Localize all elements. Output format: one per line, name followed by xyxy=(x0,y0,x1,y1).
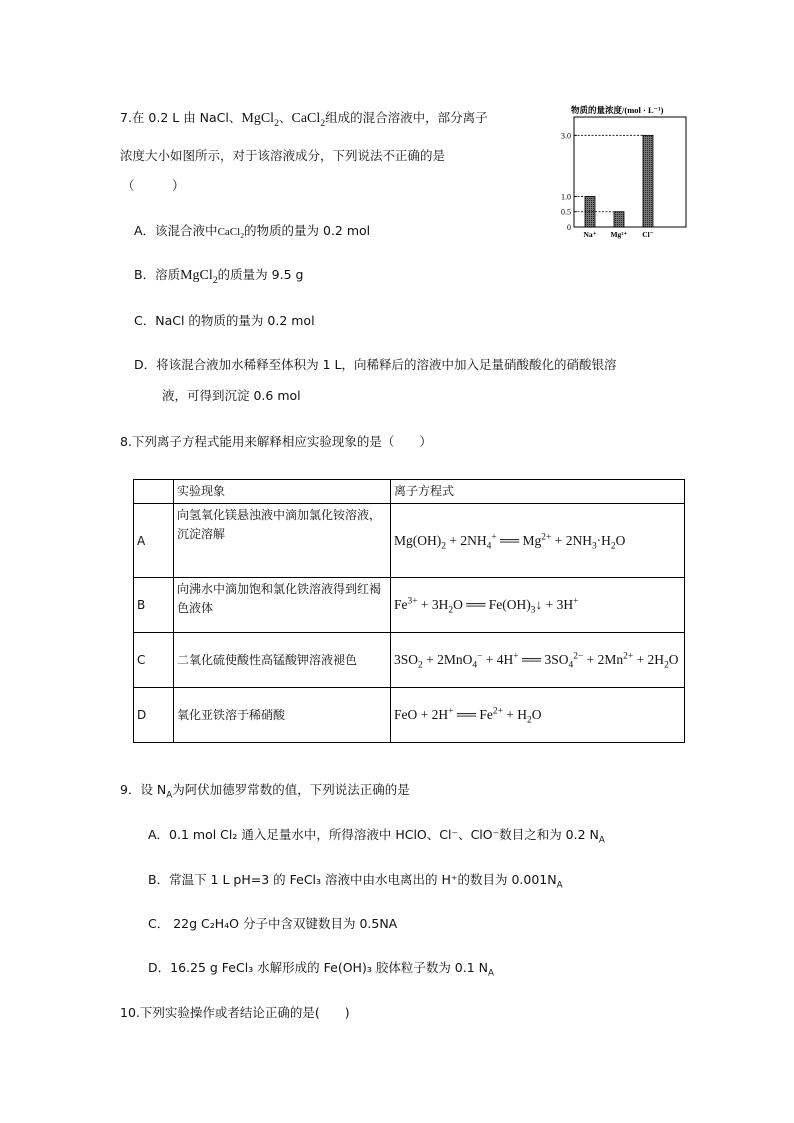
q7-stem-line2: 浓度大小如图所示，对于该溶液成分，下列说法不正确的是 xyxy=(120,148,446,163)
table-row xyxy=(134,633,685,688)
q9-option-a: A．0.1 mol Cl₂ 通入足量水中，所得溶液中 HClO、Cl⁻、ClO⁻数目之和为 0.2 $N_A$ xyxy=(148,827,605,846)
cacl2-formula: CaCl$_2$ xyxy=(291,111,326,129)
q8-table xyxy=(133,479,685,743)
bar xyxy=(643,135,653,227)
x-tick-label: Cl⁻ xyxy=(642,230,654,239)
y-tick-label: 1.0 xyxy=(561,192,571,202)
table-header-phenomenon: 实验现象 xyxy=(174,480,391,504)
q9-stem: 9．设 $N_A$为阿伏加德罗常数的值，下列说法正确的是 xyxy=(120,782,410,801)
q7-stem-line1: 7.在 0.2 L 由 NaCl、MgCl$_2$、CaCl$_2$组成的混合溶液中，部分离子 xyxy=(120,110,488,129)
table-row xyxy=(134,578,685,633)
table-header-blank xyxy=(134,480,174,504)
q7-option-d-line1: D．将该混合液加水稀释至体积为 1 L，向稀释后的溶液中加入足量硝酸酸化的硝酸银溶 xyxy=(134,357,617,372)
row-label: B xyxy=(134,578,174,633)
q7-option-c: C．NaCl 的物质的量为 0.2 mol xyxy=(134,313,315,328)
cacl2-formula: CaCl$_2$ xyxy=(217,226,245,241)
table-row xyxy=(134,504,685,578)
row-equation-a: $Mg(OH)_2 + 2NH_4^+$ ══ $Mg^{2+} + 2NH_3\cdot H_2O$ xyxy=(391,504,685,578)
q9-option-c: C． 22g C₂H₄O 分子中含双键数目为 0.5NA xyxy=(148,916,398,931)
y-tick-label: 0 xyxy=(567,223,571,232)
table-row xyxy=(134,688,685,743)
y-tick-label: 3.0 xyxy=(561,131,571,141)
q7-option-b: B．溶质MgCl$_2$的质量为 9.5 g xyxy=(134,267,304,286)
q7-option-d-line2: 液，可得到沉淀 0.6 mol xyxy=(162,388,301,403)
row-phenomenon: 向氢氧化镁悬浊液中滴加氯化铵溶液，沉淀溶解 xyxy=(174,504,391,578)
q8-stem: 8.下列离子方程式能用来解释相应实验现象的是（ ） xyxy=(120,434,432,449)
row-phenomenon: 向沸水中滴加饱和氯化铁溶液得到红褐色液体 xyxy=(174,578,391,633)
mgcl2-formula: MgCl$_2$ xyxy=(180,268,218,286)
row-phenomenon: 二氧化硫使酸性高锰酸钾溶液褪色 xyxy=(174,633,391,688)
mgcl2-formula: MgCl$_2$ xyxy=(241,111,279,129)
y-tick-label: 0.5 xyxy=(561,207,571,217)
row-phenomenon: 氧化亚铁溶于稀硝酸 xyxy=(174,688,391,743)
q9-option-b: B．常温下 1 L pH=3 的 FeCl₃ 溶液中由水电离出的 H⁺的数目为 $0.001N_A$ xyxy=(148,872,563,891)
q10-stem: 10.下列实验操作或者结论正确的是( ) xyxy=(120,1005,350,1020)
table-header-equation: 离子方程式 xyxy=(391,480,685,504)
x-tick-label: Na⁺ xyxy=(583,230,597,239)
q9-option-d: D．16.25 g FeCl₃ 水解形成的 Fe(OH)₃ 胶体粒子数为 0.1 $N_A$ xyxy=(148,960,494,979)
q7-option-a: A．该混合液中CaCl$_2$的物质的量为 0.2 mol xyxy=(134,223,371,241)
row-equation-d: FeO + 2H+ ══ $Fe^{2+} + H_2O$ xyxy=(391,688,685,743)
row-label: C xyxy=(134,633,174,688)
q7-answer-paren: （ ） xyxy=(122,178,185,193)
bar xyxy=(614,212,624,227)
ion-concentration-chart xyxy=(555,100,690,240)
row-equation-b: $Fe^{3+} + 3H_2O$ ══ $Fe(OH)_3↓ + 3H^+$ xyxy=(391,578,685,633)
row-label: A xyxy=(134,504,174,578)
chart-ylabel: 物质的量浓度/(mol · L⁻¹) xyxy=(571,105,664,115)
x-tick-label: Mg²⁺ xyxy=(610,230,628,239)
row-label: D xyxy=(134,688,174,743)
table-header-row xyxy=(134,480,685,504)
row-equation-c: $3SO_2 + 2MnO_4^- + 4H^+$ ══ $3SO_4^{2-} + 2Mn^{2+} + 2H_2O$ xyxy=(391,633,685,688)
